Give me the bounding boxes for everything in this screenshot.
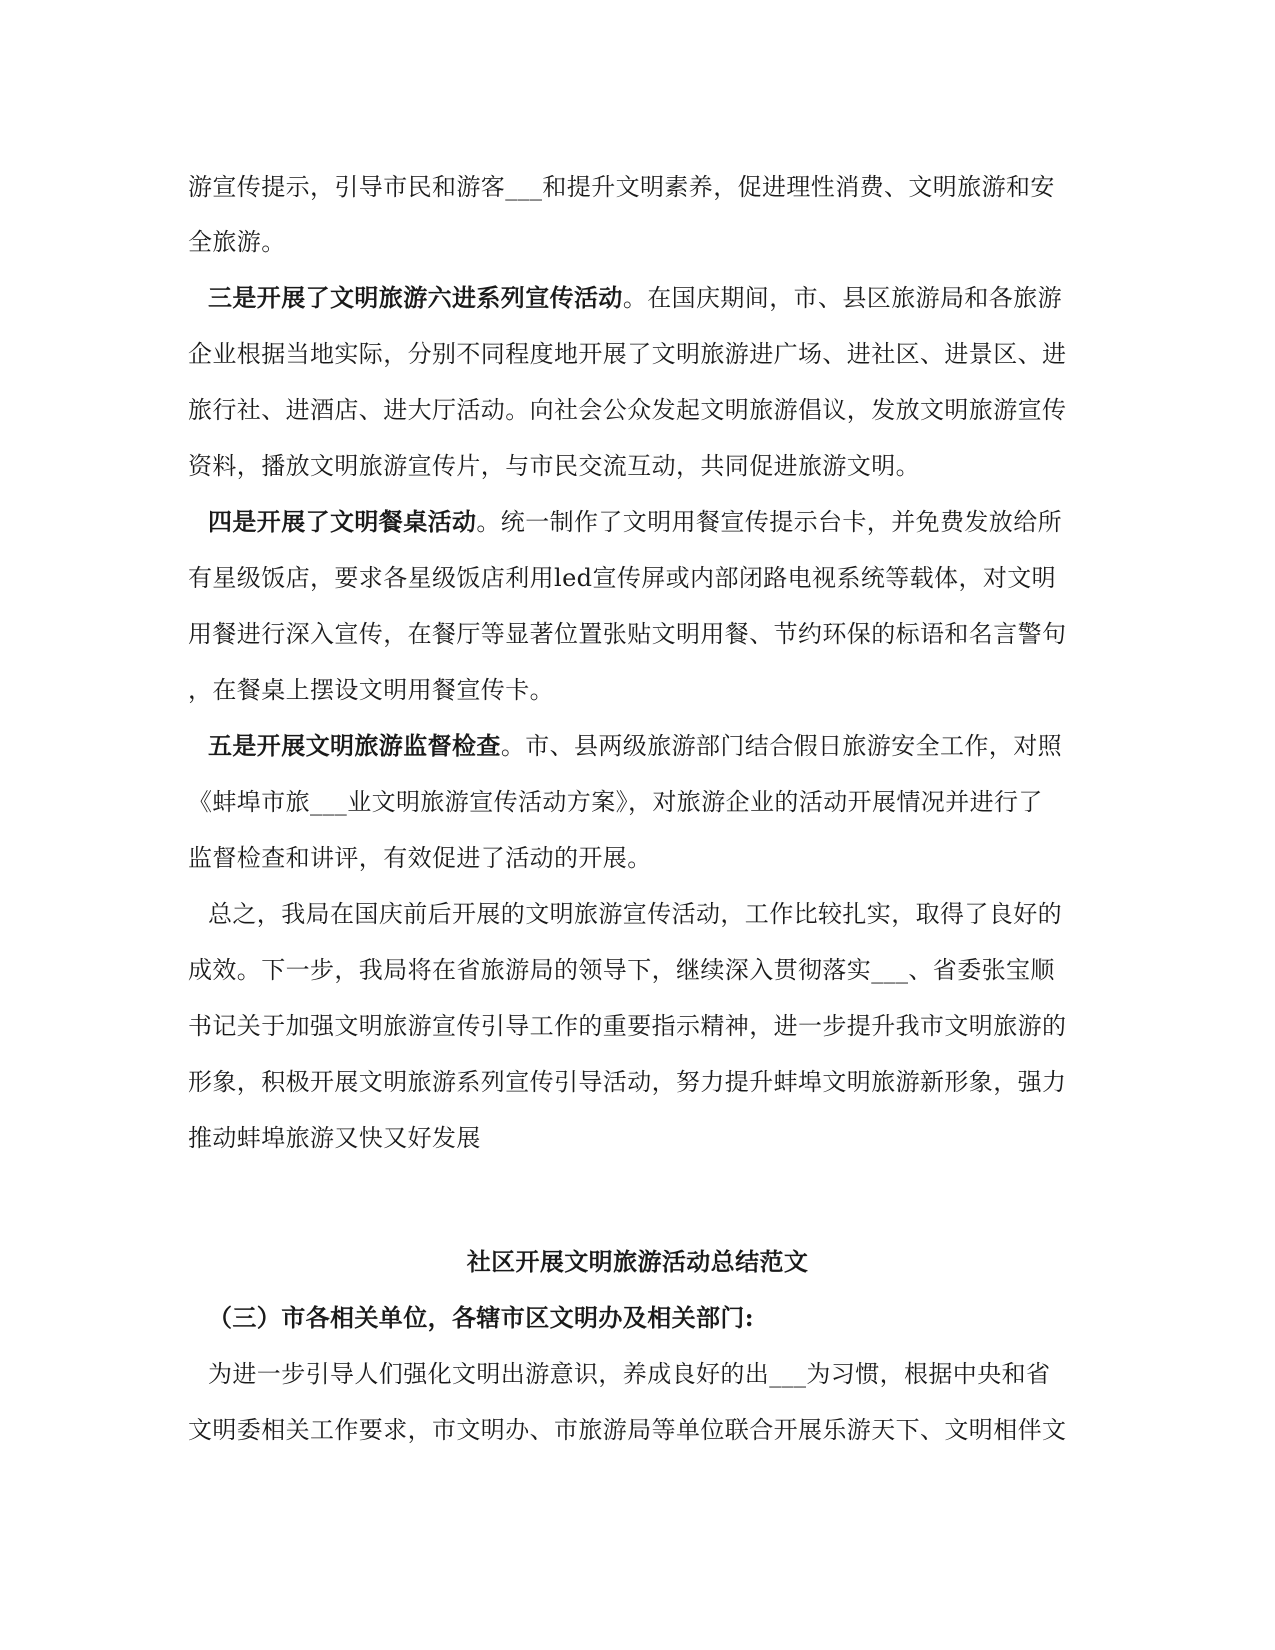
paragraph-line: 用餐进行深入宣传，在餐厅等显著位置张贴文明用餐、节约环保的标语和名言警句 <box>188 620 1067 648</box>
paragraph-heading: 三是开展了文明旅游六进系列宣传活动 <box>208 283 623 312</box>
paragraph-line: 游宣传提示，引导市民和游客___和提升文明素养，促进理性消费、文明旅游和安 <box>188 173 1055 201</box>
paragraph-line: 《蚌埠市旅___业文明旅游宣传活动方案》，对旅游企业的活动开展情况并进行了 <box>188 788 1043 816</box>
paragraph-first-line <box>208 730 1062 762</box>
paragraph-heading: 五是开展文明旅游监督检查 <box>208 731 501 760</box>
paragraph-text: 。统一制作了文明用餐宣传提示台卡，并免费发放给所 <box>476 508 1063 536</box>
paragraph-line: 形象，积极开展文明旅游系列宣传引导活动，努力提升蚌埠文明旅游新形象，强力 <box>188 1068 1067 1096</box>
paragraph-first-line <box>208 506 1062 538</box>
section-subheading: （三）市各相关单位，各辖市区文明办及相关部门: <box>208 1303 755 1332</box>
paragraph-first-line: 总之，我局在国庆前后开展的文明旅游宣传活动，工作比较扎实，取得了良好的 <box>208 900 1062 928</box>
section-title: 社区开展文明旅游活动总结范文 <box>466 1247 809 1276</box>
paragraph-line: 监督检查和讲评，有效促进了活动的开展。 <box>188 844 652 872</box>
paragraph-line: 有星级饭店，要求各星级饭店利用led宣传屏或内部闭路电视系统等载体，对文明 <box>188 564 1057 592</box>
paragraph-text: 。市、县两级旅游部门结合假日旅游安全工作，对照 <box>500 732 1063 760</box>
paragraph-heading: 四是开展了文明餐桌活动 <box>208 507 477 536</box>
paragraph-line: 企业根据当地实际，分别不同程度地开展了文明旅游进广场、进社区、进景区、进 <box>188 340 1067 368</box>
paragraph-line: 文明委相关工作要求，市文明办、市旅游局等单位联合开展乐游天下、文明相伴文 <box>188 1416 1067 1444</box>
paragraph-line: 书记关于加强文明旅游宣传引导工作的重要指示精神，进一步提升我市文明旅游的 <box>188 1012 1067 1040</box>
paragraph-line: 推动蚌埠旅游又快又好发展 <box>188 1124 481 1152</box>
paragraph-line: 资料，播放文明旅游宣传片，与市民交流互动，共同促进旅游文明。 <box>188 452 920 480</box>
paragraph-line: 旅行社、进酒店、进大厅活动。向社会公众发起文明旅游倡议，发放文明旅游宣传 <box>188 396 1067 424</box>
paragraph-line: 全旅游。 <box>188 228 286 256</box>
paragraph-text: 。在国庆期间，市、县区旅游局和各旅游 <box>622 284 1063 312</box>
paragraph-first-line: 为进一步引导人们强化文明出游意识，养成良好的出___为习惯，根据中央和省 <box>208 1360 1051 1388</box>
paragraph-first-line <box>208 282 1062 314</box>
paragraph-line: 成效。下一步，我局将在省旅游局的领导下，继续深入贯彻落实___、省委张宝顺 <box>188 956 1055 984</box>
paragraph-line: ，在餐桌上摆设文明用餐宣传卡。 <box>188 676 554 704</box>
